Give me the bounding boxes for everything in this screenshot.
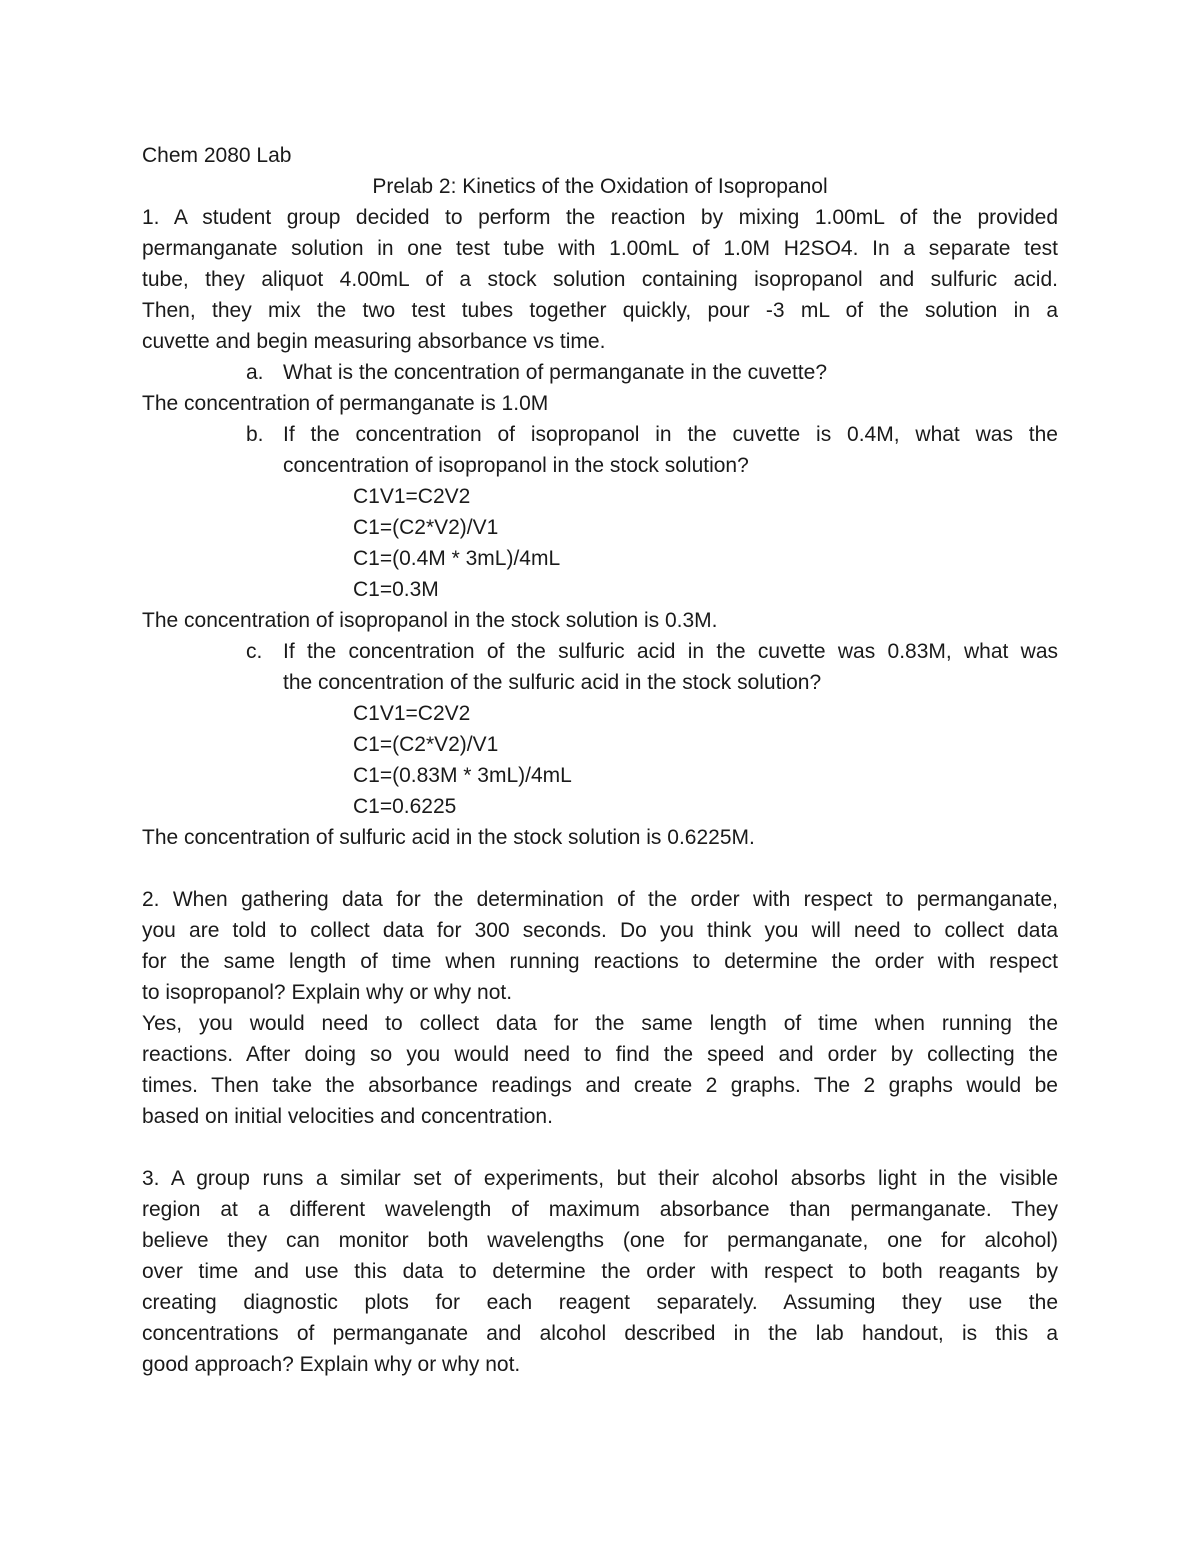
q3-text-line: believe they can monitor both wavelengths (one for permanganate, one for alcohol)	[142, 1229, 1058, 1252]
q2-answer-line: times. Then take the absorbance readings and create 2 graphs. The 2 graphs would be	[142, 1074, 1058, 1097]
q1b-answer: The concentration of isopropanol in the stock solution is 0.3M.	[142, 609, 718, 632]
q1-text-line: permanganate solution in one test tube with 1.00mL of 1.0M H2SO4. In a separate test	[142, 237, 1058, 260]
q2-text-line: for the same length of time when running reactions to determine the order with respect	[142, 950, 1058, 973]
q1-text-line: 1. A student group decided to perform the reaction by mixing 1.00mL of the provided	[142, 206, 1058, 229]
q1c-equation: C1=0.6225	[353, 795, 457, 818]
paragraph-spacer	[142, 1132, 1058, 1163]
q1-text-line: cuvette and begin measuring absorbance vs time.	[142, 330, 606, 353]
q1b-question-continued: concentration of isopropanol in the stock solution?	[283, 454, 749, 477]
q3-text-line: creating diagnostic plots for each reagent separately. Assuming they use the	[142, 1291, 1058, 1314]
q2-text-line: you are told to collect data for 300 seconds. Do you think you will need to collect data	[142, 919, 1058, 942]
q1a-answer: The concentration of permanganate is 1.0M	[142, 392, 549, 415]
q1b-equation: C1=(C2*V2)/V1	[353, 516, 499, 539]
q1c-answer: The concentration of sulfuric acid in the stock solution is 0.6225M.	[142, 826, 755, 849]
q1a-question-text: What is the concentration of permanganate in the cuvette?	[283, 361, 828, 384]
q3-text-line: 3. A group runs a similar set of experiments, but their alcohol absorbs light in the visible	[142, 1167, 1058, 1190]
course-label: Chem 2080 Lab	[142, 144, 292, 167]
q1c-equation: C1=(C2*V2)/V1	[353, 733, 499, 756]
q1c-question-text: If the concentration of the sulfuric acid in the cuvette was 0.83M, what was	[283, 640, 1058, 663]
q1b-equation: C1V1=C2V2	[353, 485, 471, 508]
q3-text-line: over time and use this data to determine the order with respect to both reagants by	[142, 1260, 1058, 1283]
paragraph-spacer	[142, 853, 1058, 884]
q3-text-line: good approach? Explain why or why not.	[142, 1353, 521, 1376]
q1a-marker: a.	[246, 361, 264, 384]
q1b-question	[142, 419, 1058, 450]
q1-text-line: Then, they mix the two test tubes together quickly, pour -3 mL of the solution in a	[142, 299, 1058, 322]
q2-answer-line: reactions. After doing so you would need to find the speed and order by collecting the	[142, 1043, 1058, 1066]
q1b-marker: b.	[246, 423, 264, 446]
q1c-marker: c.	[246, 640, 263, 663]
q1c-equation: C1=(0.83M * 3mL)/4mL	[353, 764, 572, 787]
q2-answer-line: based on initial velocities and concentration.	[142, 1105, 553, 1128]
document-title: Prelab 2: Kinetics of the Oxidation of Isopropanol	[372, 175, 828, 198]
q1a-question	[142, 357, 1058, 388]
q1-text-line: tube, they aliquot 4.00mL of a stock solution containing isopropanol and sulfuric acid.	[142, 268, 1058, 291]
q1c-question	[142, 636, 1058, 667]
q3-text-line: concentrations of permanganate and alcohol described in the lab handout, is this a	[142, 1322, 1058, 1345]
q2-text-line: 2. When gathering data for the determination of the order with respect to permanganate,	[142, 888, 1058, 911]
q1b-equation: C1=(0.4M * 3mL)/4mL	[353, 547, 561, 570]
q1b-question-text: If the concentration of isopropanol in the cuvette is 0.4M, what was the	[283, 423, 1058, 446]
q1c-question-continued: the concentration of the sulfuric acid in the stock solution?	[283, 671, 822, 694]
q2-answer-line: Yes, you would need to collect data for the same length of time when running the	[142, 1012, 1058, 1035]
q1b-equation: C1=0.3M	[353, 578, 439, 601]
document-body	[142, 140, 1058, 1380]
q3-text-line: region at a different wavelength of maximum absorbance than permanganate. They	[142, 1198, 1058, 1221]
q1c-equation: C1V1=C2V2	[353, 702, 471, 725]
q2-text-line: to isopropanol? Explain why or why not.	[142, 981, 513, 1004]
